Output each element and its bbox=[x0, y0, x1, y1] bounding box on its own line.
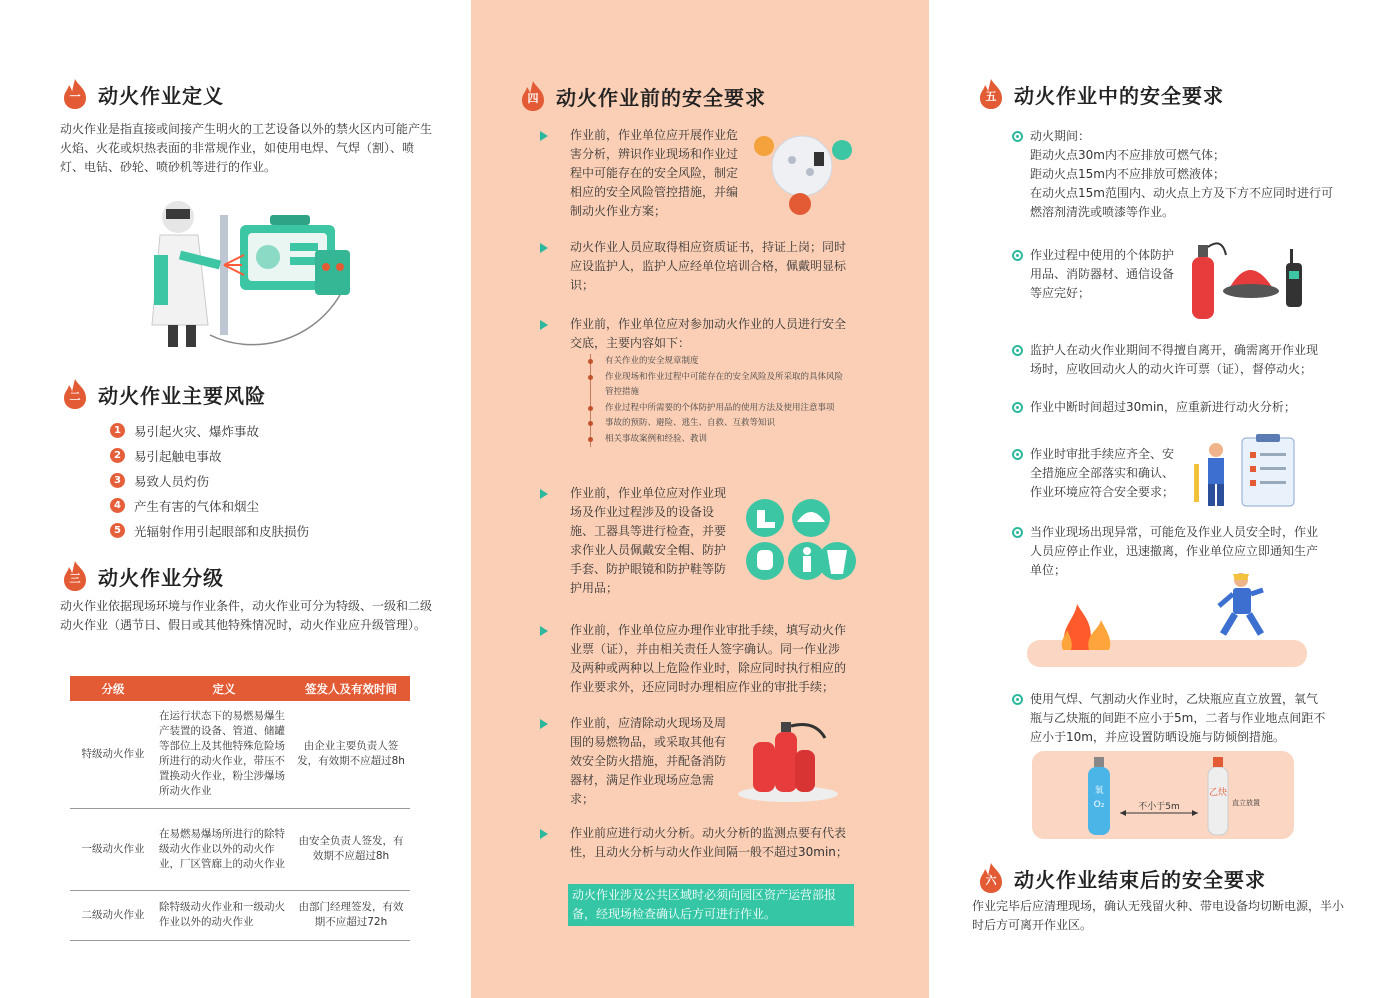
distance-label: 不小于5m bbox=[1138, 802, 1180, 812]
section-3-title bbox=[60, 560, 224, 592]
section-1-title bbox=[60, 78, 224, 110]
section-4-heading: 动火作业前的安全要求 bbox=[556, 85, 766, 110]
section-3-text: 动火作业依据现场环境与作业条件，动火作业可分为特级、一级和二级动火作业（遇节日、假日或其他特殊情况时，动火作业应升级管理）。 bbox=[60, 599, 433, 632]
o2-label: O₂ bbox=[1093, 800, 1105, 810]
flame-icon: 一 bbox=[60, 78, 90, 110]
welder-illustration bbox=[140, 195, 360, 355]
checklist-illustration bbox=[1190, 434, 1300, 510]
oxygen-label: 氧 bbox=[1094, 786, 1104, 796]
table-header-row bbox=[70, 676, 410, 701]
gas-cylinder-illustration bbox=[1032, 751, 1294, 839]
fire-extinguisher-illustration bbox=[735, 716, 841, 804]
protective-equipment-illustration bbox=[1186, 235, 1316, 325]
section-2-title bbox=[60, 378, 266, 410]
section-2-heading: 动火作业主要风险 bbox=[98, 383, 266, 408]
section-5-heading: 动火作业中的安全要求 bbox=[1014, 83, 1224, 108]
table-row: 特级动火作业 在运行状态下的易燃易爆生产装置的设备、管道、储罐等部位上及其他特殊危险场所进行的动火作业，带压不置换动火作业，粉尘涉爆场所动火作业 由企业主要负责人签发，有效期不应超过8h bbox=[70, 701, 410, 808]
table-header: 签发人及有效时间 bbox=[292, 676, 410, 701]
table-header: 分级 bbox=[70, 676, 156, 701]
pre-item: 作业前，作业单位应办理作业审批手续，填写动火作业票（证），并由相关责任人签字确认。同一作业涉及两种或两种以上危险作业时，除应同时执行相应的作业要求外，还应同时办理相应作业的审批手续； bbox=[556, 621, 850, 697]
table-row: 二级动火作业 除特级动火作业和一级动火作业以外的动火作业 由部门经理签发，有效期不应超过72h bbox=[70, 890, 410, 940]
pre-item: 作业前，作业单位应对作业现场及作业过程涉及的设备设施、工器具等进行检查，并要求作业人员佩戴安全帽、防护手套、防护眼镜和防护鞋等防护用品； bbox=[556, 484, 728, 598]
risk-item: 4 产生有害的气体和烟尘 bbox=[110, 493, 309, 518]
during-item: 使用气焊、气割动火作业时，乙炔瓶应直立放置，氧气瓶与乙炔瓶的间距不应小于5m，二者与作业地点间距不应小于10m，并应设置防晒设施与防倾倒措施。 bbox=[1030, 690, 1326, 747]
during-item: 动火期间： 距动火点30m内不应排放可燃气体； 距动火点15m内不应排放可燃液体； 在动火点15m范围内、动火点上方及下方不应同时进行可燃溶剂清洗或喷漆等作业。 bbox=[1030, 127, 1340, 222]
flame-icon: 三 bbox=[60, 560, 90, 592]
section-6-text: 作业完毕后应清理现场，确认无残留火种、带电设备均切断电源，半小时后方可离开作业区。 bbox=[972, 899, 1345, 932]
meeting-illustration bbox=[752, 132, 852, 218]
during-item: 监护人在动火作业期间不得擅自离开，确需离开作业现场时，应收回动火人的动火许可票（证），督停动火； bbox=[1030, 341, 1320, 379]
grade-table bbox=[70, 676, 410, 941]
section-1-text: 动火作业是指直接或间接产生明火的工艺设备以外的禁火区内可能产生火焰、火花或炽热表面的非常规作业，如使用电焊、气焊（割）、喷灯、电钻、砂轮、喷砂机等进行的作业。 bbox=[60, 122, 433, 174]
during-item: 作业中断时间超过30min，应重新进行动火分析； bbox=[1030, 398, 1320, 417]
pre-item: 作业前应进行动火分析。动火分析的监测点要有代表性，且动火分析与动火作业间隔一般不超过30min； bbox=[556, 824, 854, 862]
pre-item: 动火作业人员应取得相应资质证书，持证上岗；同时应设监护人，监护人应经单位培训合格，佩戴明显标识； bbox=[556, 238, 846, 295]
evacuation-illustration bbox=[1027, 570, 1307, 670]
flame-icon: 五 bbox=[976, 78, 1006, 110]
flame-icon: 四 bbox=[518, 80, 548, 112]
table-row: 一级动火作业 在易燃易爆场所进行的除特级动火作业以外的动火作业，厂区管廊上的动火作业 由安全负责人签发，有效期不应超过8h bbox=[70, 808, 410, 890]
during-item: 作业时审批手续应齐全、安全措施应全部落实和确认、作业环境应符合安全要求； bbox=[1030, 445, 1180, 502]
during-item: 作业过程中使用的个体防护用品、消防器材、通信设备等应完好； bbox=[1030, 246, 1180, 303]
ppe-icons-illustration bbox=[745, 498, 857, 582]
flame-icon: 二 bbox=[60, 378, 90, 410]
pre-item: 作业前，作业单位应开展作业危害分析，辨识作业现场和作业过程中可能存在的安全风险，制定相应的安全风险管控措施，并编制动火作业方案； bbox=[556, 126, 746, 221]
table-header: 定义 bbox=[156, 676, 292, 701]
risk-list bbox=[110, 418, 309, 543]
section-3-heading: 动火作业分级 bbox=[98, 565, 224, 590]
pre-item: 作业前，作业单位应对参加动火作业的人员进行安全交底，主要内容如下： bbox=[556, 315, 856, 353]
section-6-title bbox=[976, 862, 1266, 894]
risk-item: 1 易引起火灾、爆炸事故 bbox=[110, 418, 309, 443]
section-4-title bbox=[518, 80, 766, 112]
risk-item: 2 易引起触电事故 bbox=[110, 443, 309, 468]
flame-icon: 六 bbox=[976, 862, 1006, 894]
public-area-note: 动火作业涉及公共区域时必须向园区资产运营部报备，经现场检查确认后方可进行作业。 bbox=[568, 884, 854, 926]
acetylene-label: 乙炔 bbox=[1208, 788, 1228, 798]
section-6-heading: 动火作业结束后的安全要求 bbox=[1014, 867, 1266, 892]
section-1-heading: 动火作业定义 bbox=[98, 83, 224, 108]
during-item: 当作业现场出现异常，可能危及作业人员安全时，作业人员应停止作业，迅速撤离，作业单位应立即通知生产单位； bbox=[1030, 523, 1320, 580]
upright-label: 直立放置 bbox=[1232, 799, 1260, 807]
section-5-title bbox=[976, 78, 1224, 110]
risk-item: 5 光辐射作用引起眼部和皮肤损伤 bbox=[110, 518, 309, 543]
risk-item: 3 易致人员灼伤 bbox=[110, 468, 309, 493]
pre-item: 作业前，应清除动火现场及周围的易燃物品，或采取其他有效安全防火措施，并配备消防器材，满足作业现场应急需求； bbox=[556, 714, 728, 809]
briefing-sublist: 有关作业的安全规章制度 作业现场和作业过程中可能存在的安全风险及所采取的具体风险管控措施 作业过程中所需要的个体防护用品的使用方法及使用注意事项 事故的预防、避险、逃生、自救、互救等知识 相关事故案例和经验、教训 bbox=[590, 354, 850, 447]
